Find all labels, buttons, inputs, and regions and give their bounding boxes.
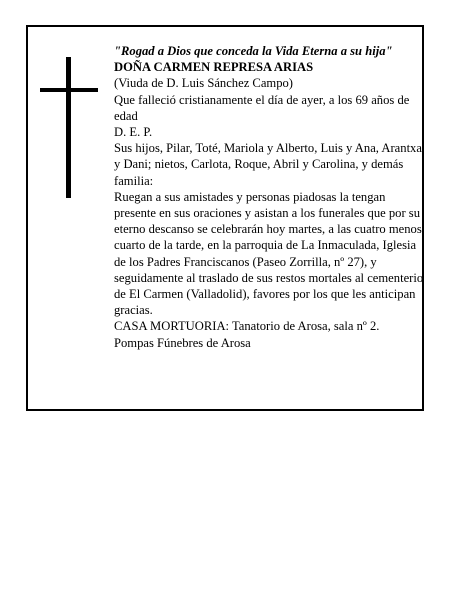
deceased-name: DOÑA CARMEN REPRESA ARIAS — [114, 60, 314, 75]
death-statement: Que falleció cristianamente el día de ayer, a los 69 años de edad — [114, 92, 410, 123]
rest-in-peace: D. E. P. — [114, 125, 153, 140]
family-list: Sus hijos, Pilar, Toté, Mariola y Alberto, Luis y Ana, Arantxa y Dani; nietos, Carlota, Roque, Abril y Carolina, y demás familia: — [114, 141, 422, 188]
mortuary-location: CASA MORTUORIA: Tanatorio de Arosa, sala nº 2. — [114, 319, 380, 334]
obituary-text — [114, 43, 424, 351]
prayer-quote: "Rogad a Dios que conceda la Vida Eterna a su hija" — [114, 44, 393, 58]
funeral-home: Pompas Fúnebres de Arosa — [114, 335, 251, 350]
cross-horizontal-bar — [40, 88, 98, 92]
cross-vertical-bar — [66, 57, 71, 198]
funeral-request: Ruegan a sus amistades y personas piadosas la tengan presente en sus oraciones y asistan a los funerales que por su eterno descanso se celebrarán hoy martes, a las cuatro menos cuarto de la tarde, en la parroquia de La Inmaculada, Iglesia de los Padres Franciscanos (Paseo Zorrilla, nº 27), y seguidamente al traslado de sus restos mortales al cementerio de El Carmen (Valladolid), favores por los que les anticipan gracias. — [114, 189, 424, 318]
widow-line: (Viuda de D. Luis Sánchez Campo) — [114, 76, 294, 91]
obituary-notice — [26, 25, 424, 411]
cross-icon — [40, 57, 98, 198]
